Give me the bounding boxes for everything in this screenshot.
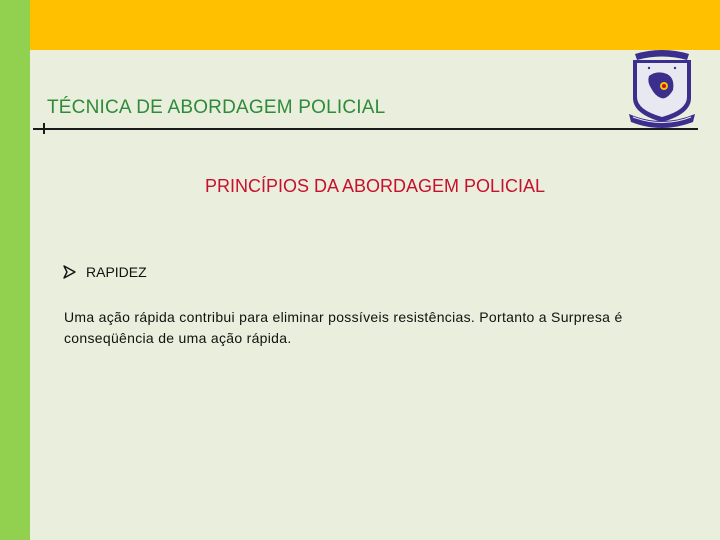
left-accent-bar xyxy=(0,0,30,540)
police-crest-logo xyxy=(627,48,697,132)
top-accent-bar xyxy=(30,0,720,50)
header-divider xyxy=(33,128,698,130)
arrowhead-bullet-icon xyxy=(62,265,76,279)
slide-header-title: TÉCNICA DE ABORDAGEM POLICIAL xyxy=(47,97,386,118)
section-title: PRINCÍPIOS DA ABORDAGEM POLICIAL xyxy=(204,176,546,196)
bullet-item-rapidez xyxy=(62,264,147,280)
bullet-label: RAPIDEZ xyxy=(86,264,147,280)
body-paragraph: Uma ação rápida contribui para eliminar possíveis resistências. Portanto a Surpresa é conseqüência de uma ação rápida. xyxy=(64,309,623,346)
